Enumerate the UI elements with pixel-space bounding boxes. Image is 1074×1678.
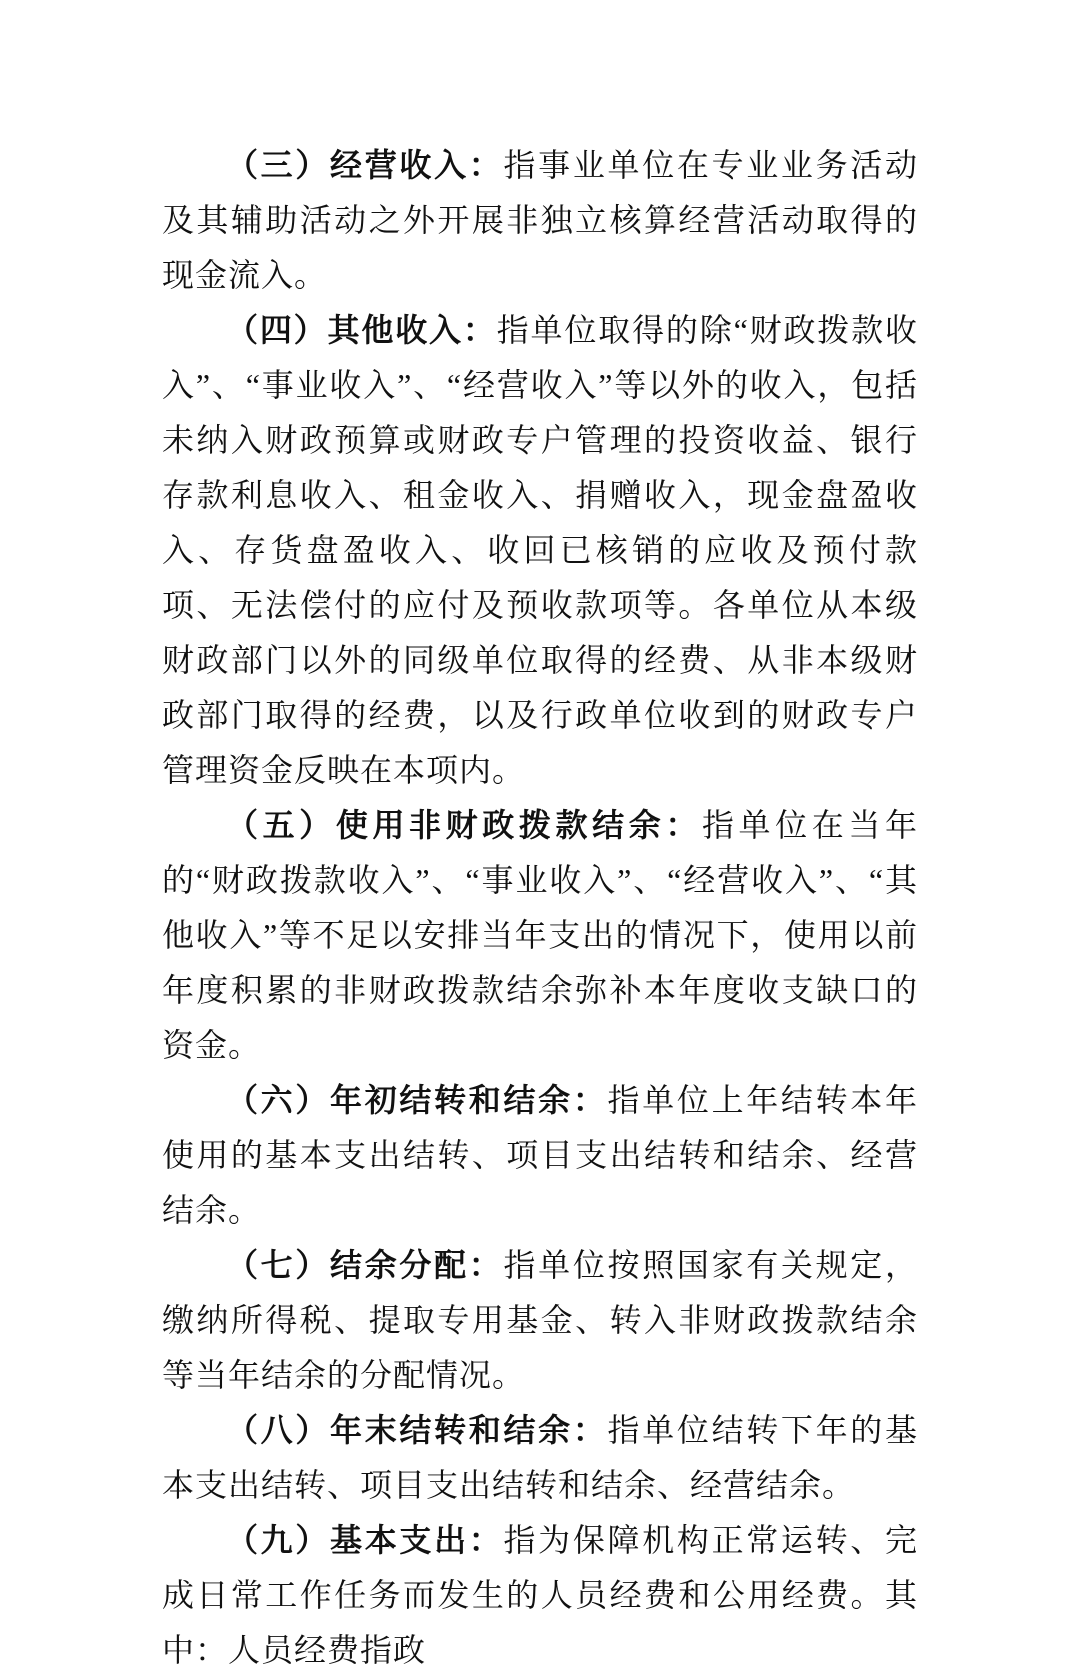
paragraph-text: 指单位结转下年的基本支出结转、项目支出结转和结余、经营结余。 [162,1412,918,1503]
paragraph-text: 指单位取得的除“财政拨款收入”、“事业收入”、“经营收入”等以外的收入，包括未纳入财政预算或财政专户管理的投资收益、银行存款利息收入、租金收入、捐赠收入，现金盘盈收入、存货盘盈收入、收回已核销的应收及预付款项、无法偿付的应付及预收款项等。各单位从本级财政部门以外的同级单位取得的经费、从非本级财政部门取得的经费，以及行政单位收到的财政专户管理资金反映在本项内。 [162,312,918,788]
paragraph-label: （八）年末结转和结余： [226,1412,608,1448]
paragraph-text: 指单位在当年的“财政拨款收入”、“事业收入”、“经营收入”、“其他收入”等不足以安排当年支出的情况下，使用以前年度积累的非财政拨款结余弥补本年度收支缺口的资金。 [162,807,918,1063]
paragraph-label: （七）结余分配： [226,1247,504,1283]
paragraph [162,1403,918,1513]
paragraph-label: （九）基本支出： [226,1522,504,1558]
paragraph [162,798,918,1073]
paragraph-text: 指单位上年结转本年使用的基本支出结转、项目支出结转和结余、经营结余。 [162,1082,918,1228]
paragraph-label: （五）使用非财政拨款结余： [226,807,702,843]
paragraph [162,1238,918,1403]
paragraph-text: 指单位按照国家有关规定，缴纳所得税、提取专用基金、转入非财政拨款结余等当年结余的分配情况。 [162,1247,918,1393]
paragraph-text: 指为保障机构正常运转、完成日常工作任务而发生的人员经费和公用经费。其中：人员经费指政 [162,1522,918,1668]
paragraph [162,303,918,798]
paragraph-label: （四）其他收入： [226,312,497,348]
paragraph [162,1073,918,1238]
paragraph-label: （六）年初结转和结余： [226,1082,608,1118]
paragraph [162,138,918,303]
paragraph-label: （三）经营收入： [226,147,504,183]
paragraph-text: 指事业单位在专业业务活动及其辅助活动之外开展非独立核算经营活动取得的现金流入。 [162,147,918,293]
document-body [162,138,918,1678]
paragraph [162,1513,918,1678]
